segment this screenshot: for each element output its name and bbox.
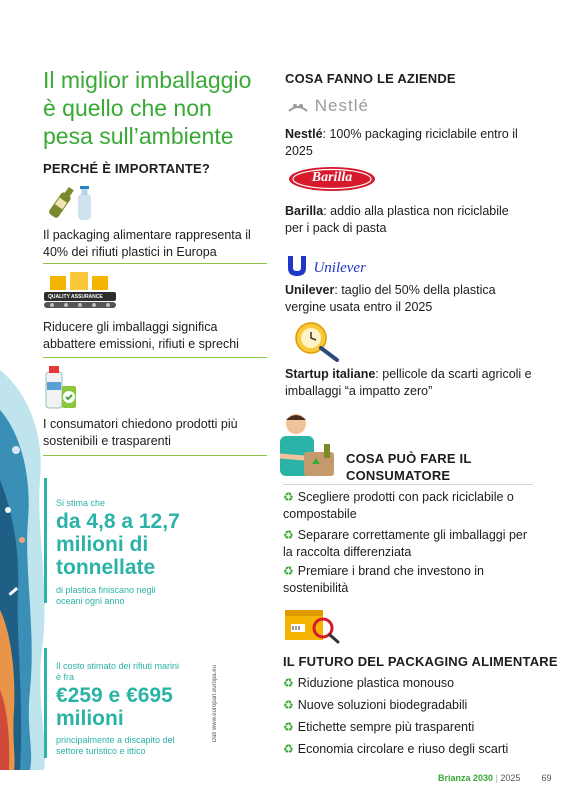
company-name: Barilla bbox=[285, 204, 324, 218]
recycle-icon: ♻ bbox=[283, 490, 294, 504]
consumer-item bbox=[283, 527, 533, 561]
consumer-recycling-illustration bbox=[274, 410, 344, 482]
divider bbox=[43, 357, 267, 358]
footer-separator: | bbox=[495, 773, 501, 783]
bottles-icon bbox=[42, 182, 102, 222]
consumer-item bbox=[283, 489, 533, 523]
company-barilla bbox=[285, 203, 520, 237]
unilever-logo bbox=[285, 254, 366, 283]
future-item bbox=[283, 719, 533, 736]
consumer-item-text: Separare correttamente gli imballaggi per la raccolta differenziata bbox=[283, 528, 528, 559]
stat1-outro: di plastica finiscano negli oceani ogni anno bbox=[56, 585, 156, 606]
company-startup bbox=[285, 366, 535, 400]
divider bbox=[43, 263, 267, 264]
page-number: 69 bbox=[541, 773, 552, 783]
ocean-wave-illustration bbox=[0, 330, 60, 770]
unilever-logo-text: Unilever bbox=[313, 260, 366, 276]
companies-heading: COSA FANNO LE AZIENDE bbox=[285, 71, 456, 86]
why-heading: PERCHÉ È IMPORTANTE? bbox=[43, 161, 210, 176]
package-inspection-icon bbox=[283, 606, 341, 644]
source-note: Dati www.europarl.europa.eu bbox=[212, 665, 218, 743]
why-item-2: Riducere gli imballaggi significa abbattere emissioni, rifiuti e sprechi bbox=[43, 320, 239, 351]
company-text: : 100% packaging riciclabile entro il 2025 bbox=[285, 127, 518, 158]
recycle-icon: ♻ bbox=[283, 564, 294, 578]
future-item bbox=[283, 697, 533, 714]
future-item-text: Etichette sempre più trasparenti bbox=[297, 720, 475, 734]
future-item-text: Nuove soluzioni biodegradabili bbox=[297, 698, 468, 712]
future-item-text: Economia circolare e riuso degli scarti bbox=[297, 742, 509, 756]
nestle-logo-text: Nestlé bbox=[314, 96, 369, 115]
consumer-item bbox=[283, 563, 533, 597]
consumer-item-text: Scegliere prodotti con pack riciclabile o compostabile bbox=[283, 490, 514, 521]
footer-year: 2025 bbox=[500, 773, 521, 783]
unilever-u-icon bbox=[285, 254, 309, 283]
company-text: : pellicole da scarti agricoli e imballaggi “a impatto zero” bbox=[285, 367, 532, 398]
stat1-intro: Si stima che bbox=[56, 498, 106, 508]
nestle-logo bbox=[287, 96, 369, 116]
company-text: : addio alla plastica non riciclabile per i pack di pasta bbox=[285, 204, 509, 235]
future-item-text: Riduzione plastica monouso bbox=[297, 676, 455, 690]
bird-nest-icon bbox=[287, 99, 309, 115]
company-nestle bbox=[285, 126, 520, 160]
recycle-icon: ♻ bbox=[283, 698, 294, 712]
page-footer bbox=[438, 773, 551, 783]
stat2-outro: principalmente a discapito del settore turistico e ittico bbox=[56, 735, 175, 756]
recycle-icon: ♻ bbox=[283, 742, 294, 756]
quality-label: QUALITY ASSURANCE bbox=[48, 294, 103, 300]
stat2-intro: Il costo stimato dei rifiuti marini è fra bbox=[56, 661, 180, 682]
company-text: : taglio del 50% della plastica vergine usata entro il 2025 bbox=[285, 283, 496, 314]
company-name: Nestlé bbox=[285, 127, 323, 141]
future-heading: IL FUTURO DEL PACKAGING ALIMENTARE bbox=[283, 654, 558, 669]
stat-accent-bar bbox=[44, 478, 47, 603]
barilla-logo-text: Barilla bbox=[311, 170, 353, 185]
recycle-icon: ♻ bbox=[283, 528, 294, 542]
consumer-heading: COSA PUÒ FARE IL CONSUMATORE bbox=[346, 451, 472, 483]
future-item bbox=[283, 741, 533, 758]
quality-assurance-icon bbox=[42, 270, 120, 312]
divider bbox=[43, 455, 267, 456]
divider bbox=[283, 484, 533, 485]
why-item-1: Il packaging alimentare rappresenta il 40% dei rifiuti plastici in Europa bbox=[43, 228, 251, 259]
company-unilever bbox=[285, 282, 520, 316]
stat-accent-bar bbox=[44, 648, 47, 758]
recycle-icon: ♻ bbox=[283, 720, 294, 734]
future-item bbox=[283, 675, 533, 692]
stat2-value: €259 e €695 milioni bbox=[56, 684, 173, 730]
company-name: Startup italiane bbox=[285, 367, 376, 381]
why-item-3: I consumatori chiedono prodotti più sostenibili e trasparenti bbox=[43, 417, 238, 448]
page-title: Il miglior imballaggio è quello che non pesa sull’ambiente bbox=[43, 67, 252, 149]
consumer-item-text: Premiare i brand che investono in sostenibilità bbox=[283, 564, 484, 595]
company-name: Unilever bbox=[285, 283, 335, 297]
footer-brand: Brianza 2030 bbox=[438, 773, 494, 783]
startup-clock-magnifier-icon bbox=[285, 320, 343, 362]
stat1-value: da 4,8 a 12,7 milioni di tonnellate bbox=[56, 510, 180, 579]
recycle-icon: ♻ bbox=[283, 676, 294, 690]
